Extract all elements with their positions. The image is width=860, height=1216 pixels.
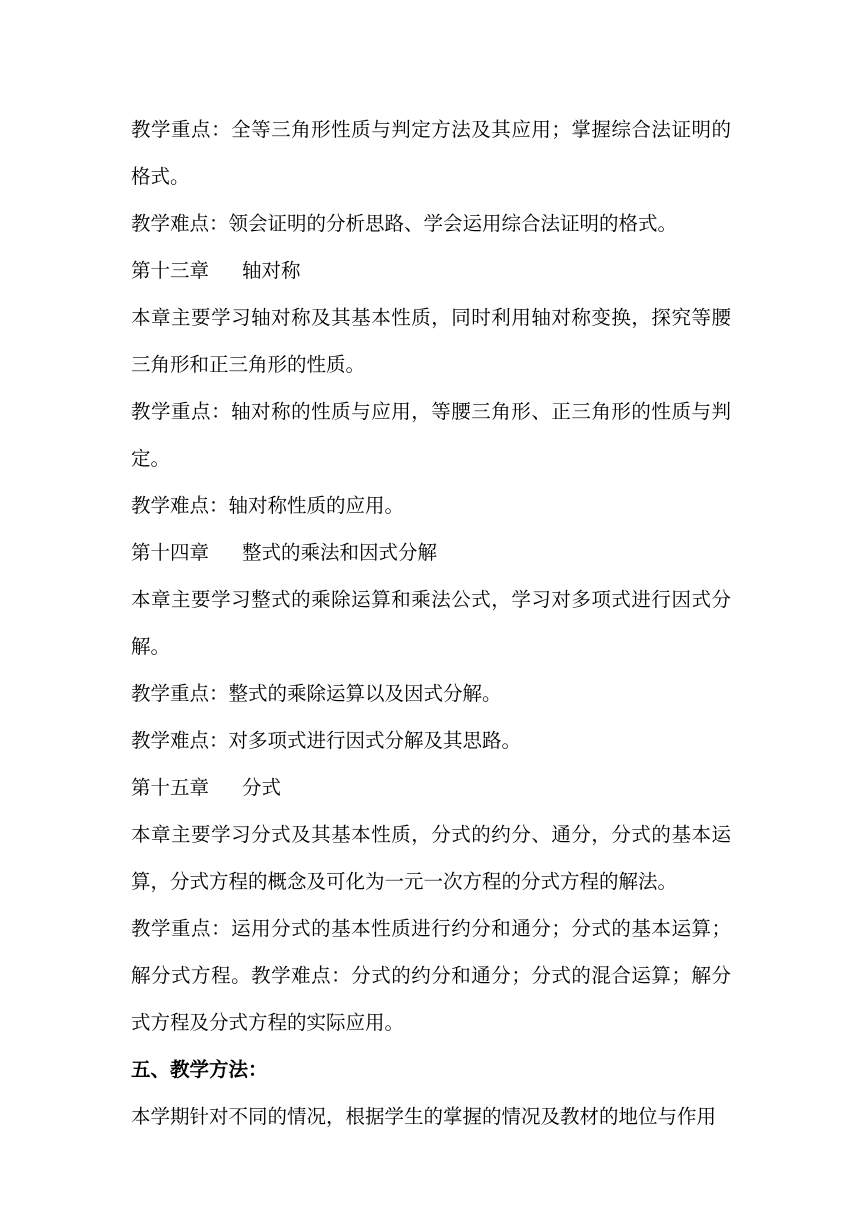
chapter-number: 第十五章 xyxy=(131,776,210,799)
chapter-15-heading xyxy=(131,764,731,811)
chapter-title: 轴对称 xyxy=(242,259,301,282)
chapter-14-focus: 教学重点：整式的乘除运算以及因式分解。 xyxy=(131,682,502,705)
document-body xyxy=(131,106,731,1140)
chapter-13-summary: 本章主要学习轴对称及其基本性质，同时利用轴对称变换，探究等腰三角形和正三角形的性质。 xyxy=(131,306,731,376)
chapter-14-heading xyxy=(131,529,731,576)
chapter-title: 分式 xyxy=(242,776,282,799)
teaching-focus-paragraph: 教学重点：全等三角形性质与判定方法及其应用；掌握综合法证明的格式。 xyxy=(131,118,731,188)
chapter-14-difficulty: 教学难点：对多项式进行因式分解及其思路。 xyxy=(131,729,522,752)
chapter-13-focus: 教学重点：轴对称的性质与应用，等腰三角形、正三角形的性质与判定。 xyxy=(131,400,731,470)
teaching-difficulty-paragraph: 教学难点：领会证明的分析思路、学会运用综合法证明的格式。 xyxy=(131,212,678,235)
chapter-13-heading xyxy=(131,247,731,294)
chapter-15-focus-and-difficulty: 教学重点：运用分式的基本性质进行约分和通分；分式的基本运算；解分式方程。教学难点：分式的约分和通分；分式的混合运算；解分式方程及分式方程的实际应用。 xyxy=(131,917,731,1034)
chapter-number: 第十三章 xyxy=(131,259,210,282)
chapter-title: 整式的乘法和因式分解 xyxy=(242,541,438,564)
teaching-method-paragraph: 本学期针对不同的情况，根据学生的掌握的情况及教材的地位与作用 xyxy=(131,1105,717,1128)
section-5-heading: 五、教学方法： xyxy=(131,1058,268,1081)
chapter-15-summary: 本章主要学习分式及其基本性质，分式的约分、通分，分式的基本运算，分式方程的概念及可化为一元一次方程的分式方程的解法。 xyxy=(131,823,731,893)
chapter-14-summary: 本章主要学习整式的乘除运算和乘法公式，学习对多项式进行因式分解。 xyxy=(131,588,731,658)
chapter-number: 第十四章 xyxy=(131,541,210,564)
chapter-13-difficulty: 教学难点：轴对称性质的应用。 xyxy=(131,494,405,517)
